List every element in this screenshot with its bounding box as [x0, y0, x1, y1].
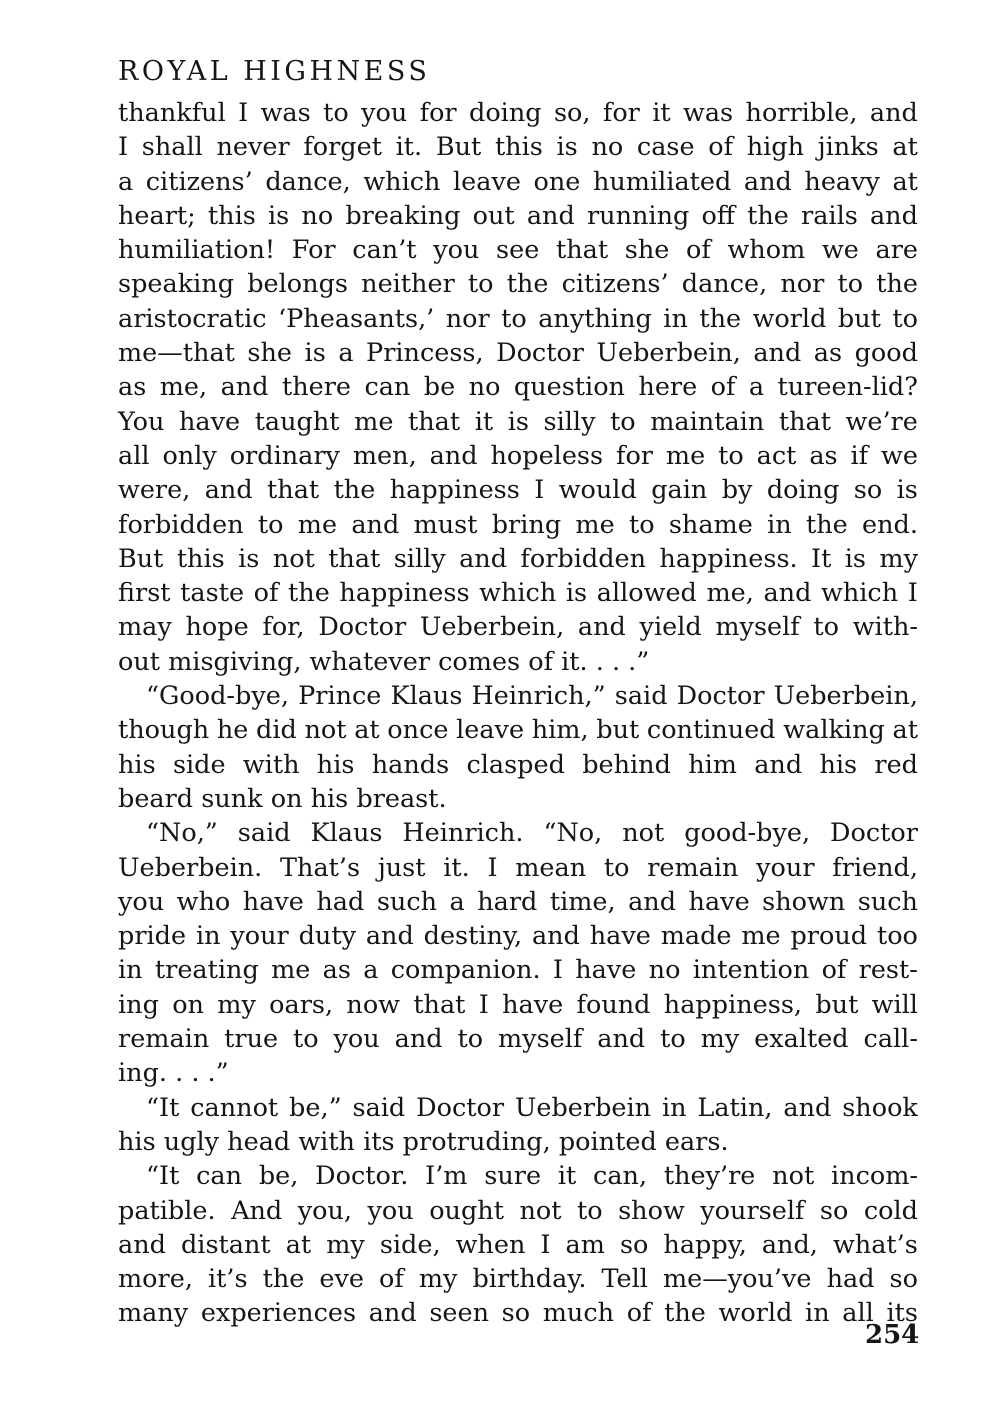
text-line: beard sunk on his breast. [118, 783, 447, 814]
text-line: ing. . . .” [118, 1058, 229, 1089]
text-line: I shall never forget it. But this is no case of high jinks at [118, 132, 918, 163]
text-line: his ugly head with its protruding, pointed ears. [118, 1126, 729, 1157]
text-line: though he did not at once leave him, but continued walking at [118, 715, 918, 746]
text-line: you who have had such a hard time, and have shown such [118, 886, 918, 917]
text-line: “Good-bye, Prince Klaus Heinrich,” said Doctor Ueberbein, [146, 681, 918, 712]
text-line: and distant at my side, when I am so happy, and, what’s [118, 1229, 918, 1260]
text-line: “No,” said Klaus Heinrich. “No, not good-bye, Doctor [146, 818, 918, 849]
running-head: ROYAL HIGHNESS [118, 56, 431, 87]
text-line: Ueberbein. That’s just it. I mean to remain your friend, [118, 852, 918, 883]
text-line: thankful I was to you for doing so, for it was horrible, and [118, 98, 918, 128]
body-text [118, 96, 918, 1331]
text-line: “It can be, Doctor. I’m sure it can, they’re not incom- [146, 1161, 918, 1192]
text-line: humiliation! For can’t you see that she of whom we are [118, 235, 918, 266]
text-line: aristocratic ‘Pheasants,’ nor to anything in the world but to [118, 303, 918, 334]
text-line: heart; this is no breaking out and running off the rails and [118, 200, 918, 231]
text-line: all only ordinary men, and hopeless for me to act as if we [118, 440, 918, 471]
text-line: But this is not that silly and forbidden happiness. It is my [118, 543, 918, 574]
text-line: remain true to you and to myself and to my exalted call- [118, 1024, 918, 1055]
text-line: pride in your duty and destiny, and have made me proud too [118, 921, 918, 952]
text-line: more, it’s the eve of my birthday. Tell me—you’ve had so [118, 1264, 918, 1295]
text-line: speaking belongs neither to the citizens’ dance, nor to the [118, 269, 918, 300]
text-line: forbidden to me and must bring me to shame in the end. [118, 509, 918, 540]
text-line: in treating me as a companion. I have no intention of rest- [118, 955, 918, 986]
text-line: first taste of the happiness which is allowed me, and which I [118, 578, 918, 609]
page-number: 254 [865, 1320, 920, 1350]
text-line: his side with his hands clasped behind him and his red [118, 749, 918, 780]
text-line: me—that she is a Princess, Doctor Ueberbein, and as good [118, 338, 918, 369]
text-line: ing on my oars, now that I have found happiness, but will [118, 989, 918, 1020]
book-page [118, 56, 918, 1331]
text-line: were, and that the happiness I would gain by doing so is [118, 475, 918, 506]
text-line: as me, and there can be no question here of a tureen-lid? [118, 372, 918, 403]
text-line: a citizens’ dance, which leave one humiliated and heavy at [118, 166, 918, 197]
text-line: “It cannot be,” said Doctor Ueberbein in Latin, and shook [146, 1092, 918, 1123]
text-line: may hope for, Doctor Ueberbein, and yield myself to with- [118, 612, 918, 643]
text-line: many experiences and seen so much of the world in all its [118, 1298, 918, 1329]
text-line: You have taught me that it is silly to maintain that we’re [118, 406, 918, 437]
text-line: patible. And you, you ought not to show yourself so cold [118, 1195, 918, 1226]
text-line: out misgiving, whatever comes of it. . . .” [118, 646, 650, 677]
